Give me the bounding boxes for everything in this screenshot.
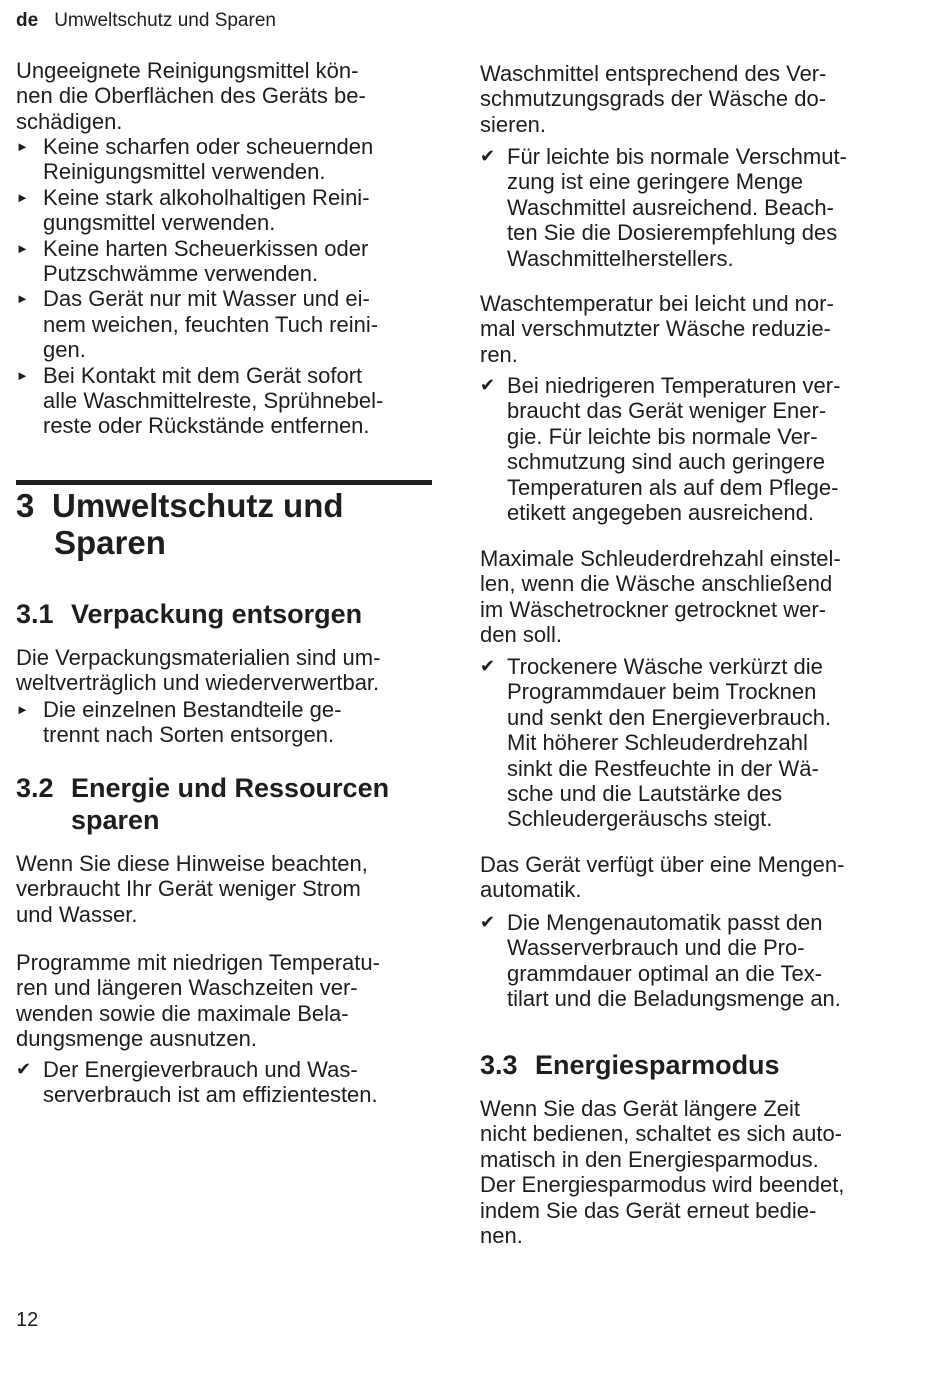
tip-text-load-detection: Das Gerät verfügt über eine Mengen- automatik.: [480, 852, 845, 903]
chapter-divider: [16, 480, 432, 485]
list-item: ► Keine stark alkoholhaltigen Reini- gungsmittel verwenden.: [16, 184, 370, 236]
checkmark-icon: ✔: [480, 912, 496, 932]
header-title: Umweltschutz und Sparen: [54, 10, 276, 31]
chapter-title-line2: Sparen: [54, 524, 166, 561]
section-title-line2: sparen: [71, 805, 160, 835]
list-item: ► Keine scharfen oder scheuernden Reinigungsmittel verwenden.: [16, 134, 374, 185]
list-item: ► Bei Kontakt mit dem Gerät sofort alle Waschmittelreste, Sprühnebel- reste oder Rückstände entfernen.: [16, 362, 384, 439]
checkmark-icon: ✔: [16, 1059, 32, 1079]
cleaning-steps-list: [16, 134, 436, 439]
tip-text-detergent: Waschmittel entsprechend des Ver- schmutzungsgrads der Wäsche do- sieren.: [480, 61, 827, 137]
list-item: ► Keine harten Scheuerkissen oder Putzschwämme verwenden.: [16, 235, 369, 287]
triangle-right-icon: ►: [16, 702, 29, 717]
triangle-right-icon: ►: [16, 240, 29, 256]
section-title: Energiesparmodus: [535, 1050, 780, 1080]
tip-text-temperature: Waschtemperatur bei leicht und nor- mal verschmutzter Wäsche reduzie- ren.: [480, 291, 834, 367]
checkmark-icon: ✔: [480, 146, 496, 166]
triangle-right-icon: ►: [16, 139, 29, 154]
section-heading-3-3: [480, 1049, 780, 1081]
tip-result-detergent: ✔ Für leichte bis normale Verschmut- zung ist eine geringere Menge Waschmittel ausreichend. Beach- ten Sie die Dosierempfehlung des Waschmittelherstellers.: [480, 144, 847, 271]
tip-result-temperature: ✔ Bei niedrigeren Temperaturen ver- braucht das Gerät weniger Ener- gie. Für leichte bis normale Ver- schmutzung sind auch geringere Temperaturen als auf dem Pflege- etikett angegeben ausreichend.: [480, 373, 841, 526]
section-title: Verpackung entsorgen: [71, 599, 363, 629]
energy-result: ✔ Der Energieverbrauch und Was- serverbrauch ist am effizientesten.: [16, 1057, 378, 1108]
section-title-line1: Energie und Ressourcen: [71, 773, 390, 803]
packaging-step: ► Die einzelnen Bestandteile ge- trennt nach Sorten entsorgen.: [16, 697, 342, 748]
chapter-number: 3: [16, 487, 35, 524]
page-number: 12: [16, 1309, 39, 1331]
checkmark-icon: ✔: [480, 656, 496, 676]
tip-text-spin-speed: Maximale Schleuderdrehzahl einstel- len, wenn die Wäsche anschließend im Wäschetrockner getrocknet wer- den soll.: [480, 546, 841, 648]
section-heading-3-2: [16, 772, 389, 836]
triangle-right-icon: ►: [16, 291, 29, 307]
triangle-right-icon: ►: [16, 367, 29, 383]
language-code: de: [16, 10, 39, 31]
section-number: 3.1: [16, 599, 54, 629]
energy-saving-mode-text: Wenn Sie das Gerät längere Zeit nicht bedienen, schaltet es sich auto- matisch in den Energiesparmodus. Der Energiesparmodus wird beendet, indem Sie das Gerät erneut bedie- nen.: [480, 1096, 845, 1249]
triangle-right-icon: ►: [16, 189, 29, 205]
section-heading-3-1: [16, 598, 362, 630]
list-item: ► Das Gerät nur mit Wasser und ei- nem weichen, feuchten Tuch reini- gen.: [16, 286, 379, 363]
chapter-heading: [16, 487, 344, 561]
energy-programs-text: Programme mit niedrigen Temperatu- ren und längeren Waschzeiten ver- wenden sowie die maximale Bela- dungsmenge ausnutzen.: [16, 950, 380, 1052]
intro-warning-text: Ungeeignete Reinigungsmittel kön- nen die Oberflächen des Geräts be- schädigen.: [16, 58, 366, 134]
tip-result-spin-speed: ✔ Trockenere Wäsche verkürzt die Programmdauer beim Trocknen und senkt den Energieverbrauch. Mit höherer Schleuderdrehzahl sinkt die Restfeuchte in der Wä- sche und die Lautstärke des Schleudergeräuschs steigt.: [480, 654, 832, 832]
running-header: [16, 8, 276, 34]
checkmark-icon: ✔: [480, 375, 496, 395]
section-number: 3.3: [480, 1050, 518, 1080]
chapter-title-line1: Umweltschutz und: [52, 487, 344, 524]
packaging-text: Die Verpackungsmaterialien sind um- weltverträglich und wiederverwertbar.: [16, 645, 381, 696]
energy-intro-text: Wenn Sie diese Hinweise beachten, verbraucht Ihr Gerät weniger Strom und Wasser.: [16, 851, 368, 927]
section-number: 3.2: [16, 773, 54, 803]
tip-result-load-detection: ✔ Die Mengenautomatik passt den Wasserverbrauch und die Pro- grammdauer optimal an die Tex- tilart und die Beladungsmenge an.: [480, 910, 841, 1012]
